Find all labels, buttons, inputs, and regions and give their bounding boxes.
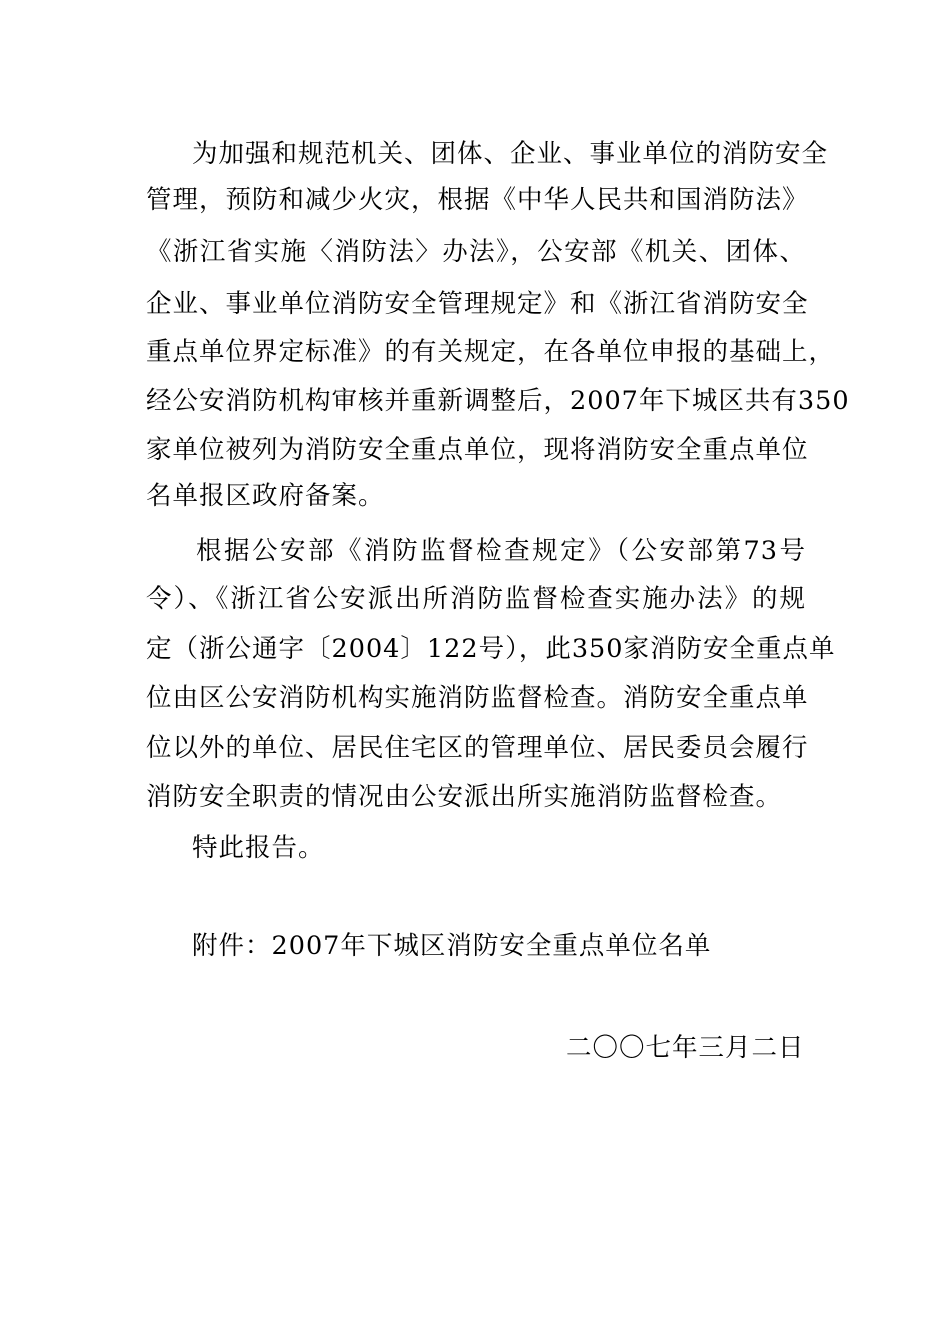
paragraph1-line-4: 企业、事业单位消防安全管理规定》和《浙江省消防安全 <box>146 289 809 319</box>
paragraph2-line-1: 根据公安部《消防监督检查规定》（公安部第73号 <box>196 536 806 566</box>
paragraph1-line-2: 管理，预防和减少火灾，根据《中华人民共和国消防法》 <box>146 185 809 215</box>
attachment-note: 附件：2007年下城区消防安全重点单位名单 <box>192 931 712 961</box>
paragraph2-line-5: 位以外的单位、居民住宅区的管理单位、居民委员会履行 <box>146 733 809 763</box>
paragraph1-line-5: 重点单位界定标准》的有关规定，在各单位申报的基础上， <box>146 337 836 367</box>
paragraph2-line-2: 令）、《浙江省公安派出所消防监督检查实施办法》的规 <box>146 584 806 614</box>
paragraph2-line-3: 定（浙公通字〔2004〕122号），此350家消防安全重点单 <box>146 634 836 664</box>
paragraph1-line-6: 经公安消防机构审核并重新调整后，2007年下城区共有350 <box>146 386 850 416</box>
paragraph1-line-3: 《浙江省实施〈消防法〉办法》，公安部《机关、团体、 <box>146 237 806 267</box>
paragraph2-line-4: 位由区公安消防机构实施消防监督检查。消防安全重点单 <box>146 683 809 713</box>
document-date: 二〇〇七年三月二日 <box>566 1033 805 1063</box>
paragraph1-line-1: 为加强和规范机关、团体、企业、事业单位的消防安全 <box>192 139 829 169</box>
paragraph1-line-7: 家单位被列为消防安全重点单位，现将消防安全重点单位 <box>146 435 809 465</box>
closing-statement: 特此报告。 <box>192 833 325 863</box>
paragraph1-line-8: 名单报区政府备案。 <box>146 481 385 511</box>
paragraph2-line-6: 消防安全职责的情况由公安派出所实施消防监督检查。 <box>146 782 783 812</box>
